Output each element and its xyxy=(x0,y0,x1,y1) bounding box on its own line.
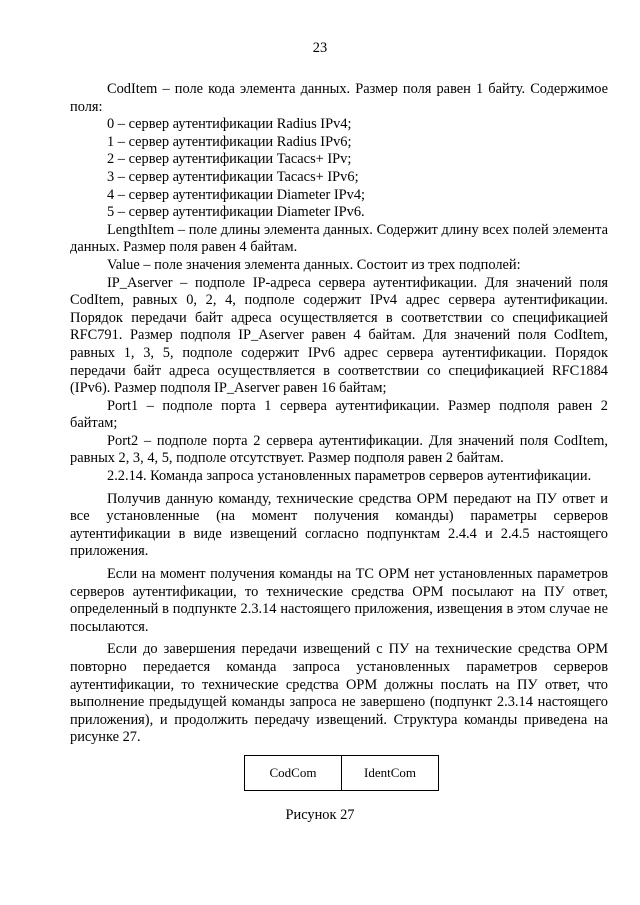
paragraph-no-params: Если на момент получения команды на ТС ОРМ нет установленных параметров серверов аутентификации, то технические средства ОРМ посылают на ПУ ответ, определенный в подпункте 2.3.14 настоящего приложения, извещения в этом случае не посылаются. xyxy=(70,566,608,635)
page-number: 23 xyxy=(312,40,328,56)
list-item: 2 – сервер аутентификации Tacacs+ IPv; xyxy=(107,151,352,168)
list-item: 3 – сервер аутентификации Tacacs+ IPv6; xyxy=(107,168,359,185)
paragraph-port2: Port2 – подполе порта 2 сервера аутентификации. Для значений поля CodItem, равных 2, 3, 4, 5, подполе отсутствует. Размер подполя равен 2 байтам. xyxy=(70,432,608,467)
figure-caption: Рисунок 27 xyxy=(285,807,355,823)
document-body xyxy=(70,81,608,747)
section-heading-2-2-14: 2.2.14. Команда запроса установленных параметров серверов аутентификации. xyxy=(107,468,592,485)
field-identcom: IdentCom xyxy=(341,756,438,790)
paragraph-ip-aserver: IP_Aserver – подполе IP-адреса сервера аутентификации. Для значений поля CodItem, равных 0, 2, 4, подполе содержит IPv4 адрес сервера аутентификации. Порядок передачи байт адреса осуществляется в соответствии со спецификацией RFC791. Размер подполя IP_Aserver равен 4 байтам. Для значений поля CodItem, равных 1, 3, 5, подполе содержит IPv6 адрес сервера аутентификации. Порядок передачи байт адреса осуществляется в соответствии со спецификацией RFC1884 (IPv6). Размер подполя IP_Aserver равен 16 байтам; xyxy=(70,274,608,397)
list-item: 0 – сервер аутентификации Radius IPv4; xyxy=(107,116,352,133)
list-item: 4 – сервер аутентификации Diameter IPv4; xyxy=(107,186,366,203)
command-structure-figure xyxy=(244,755,439,791)
list-item: 1 – сервер аутентификации Radius IPv6; xyxy=(107,133,352,150)
paragraph-response: Получив данную команду, технические средства ОРМ передают на ПУ ответ и все установленные (на момент получения команды) параметры серверов аутентификации в виде извещений согласно подпунктам 2.4.4 и 2.4.5 настоящего приложения. xyxy=(70,490,608,560)
list-item: 5 – сервер аутентификации Diameter IPv6. xyxy=(107,204,365,221)
paragraph-repeat-request: Если до завершения передачи извещений с ПУ на технические средства ОРМ повторно передается команда запроса установленных параметров серверов аутентификации, то технические средства ОРМ должны послать на ПУ ответ, что выполнение предыдущей команды запроса не завершено (подпункт 2.3.14 настоящего приложения), и продолжить передачу извещений. Структура команды приведена на рисунке 27. xyxy=(70,641,608,746)
paragraph-port1: Port1 – подполе порта 1 сервера аутентификации. Размер подполя равен 2 байтам; xyxy=(70,397,608,432)
paragraph-value: Value – поле значения элемента данных. Состоит из трех подполей: xyxy=(107,256,521,273)
field-codcom: CodCom xyxy=(269,765,317,780)
paragraph-coditem: CodItem – поле кода элемента данных. Размер поля равен 1 байту. Содержимое поля: xyxy=(70,81,608,115)
paragraph-lengthitem: LengthItem – поле длины элемента данных. Содержит длину всех полей элемента данных. Размер поля равен 4 байтам. xyxy=(70,221,608,256)
